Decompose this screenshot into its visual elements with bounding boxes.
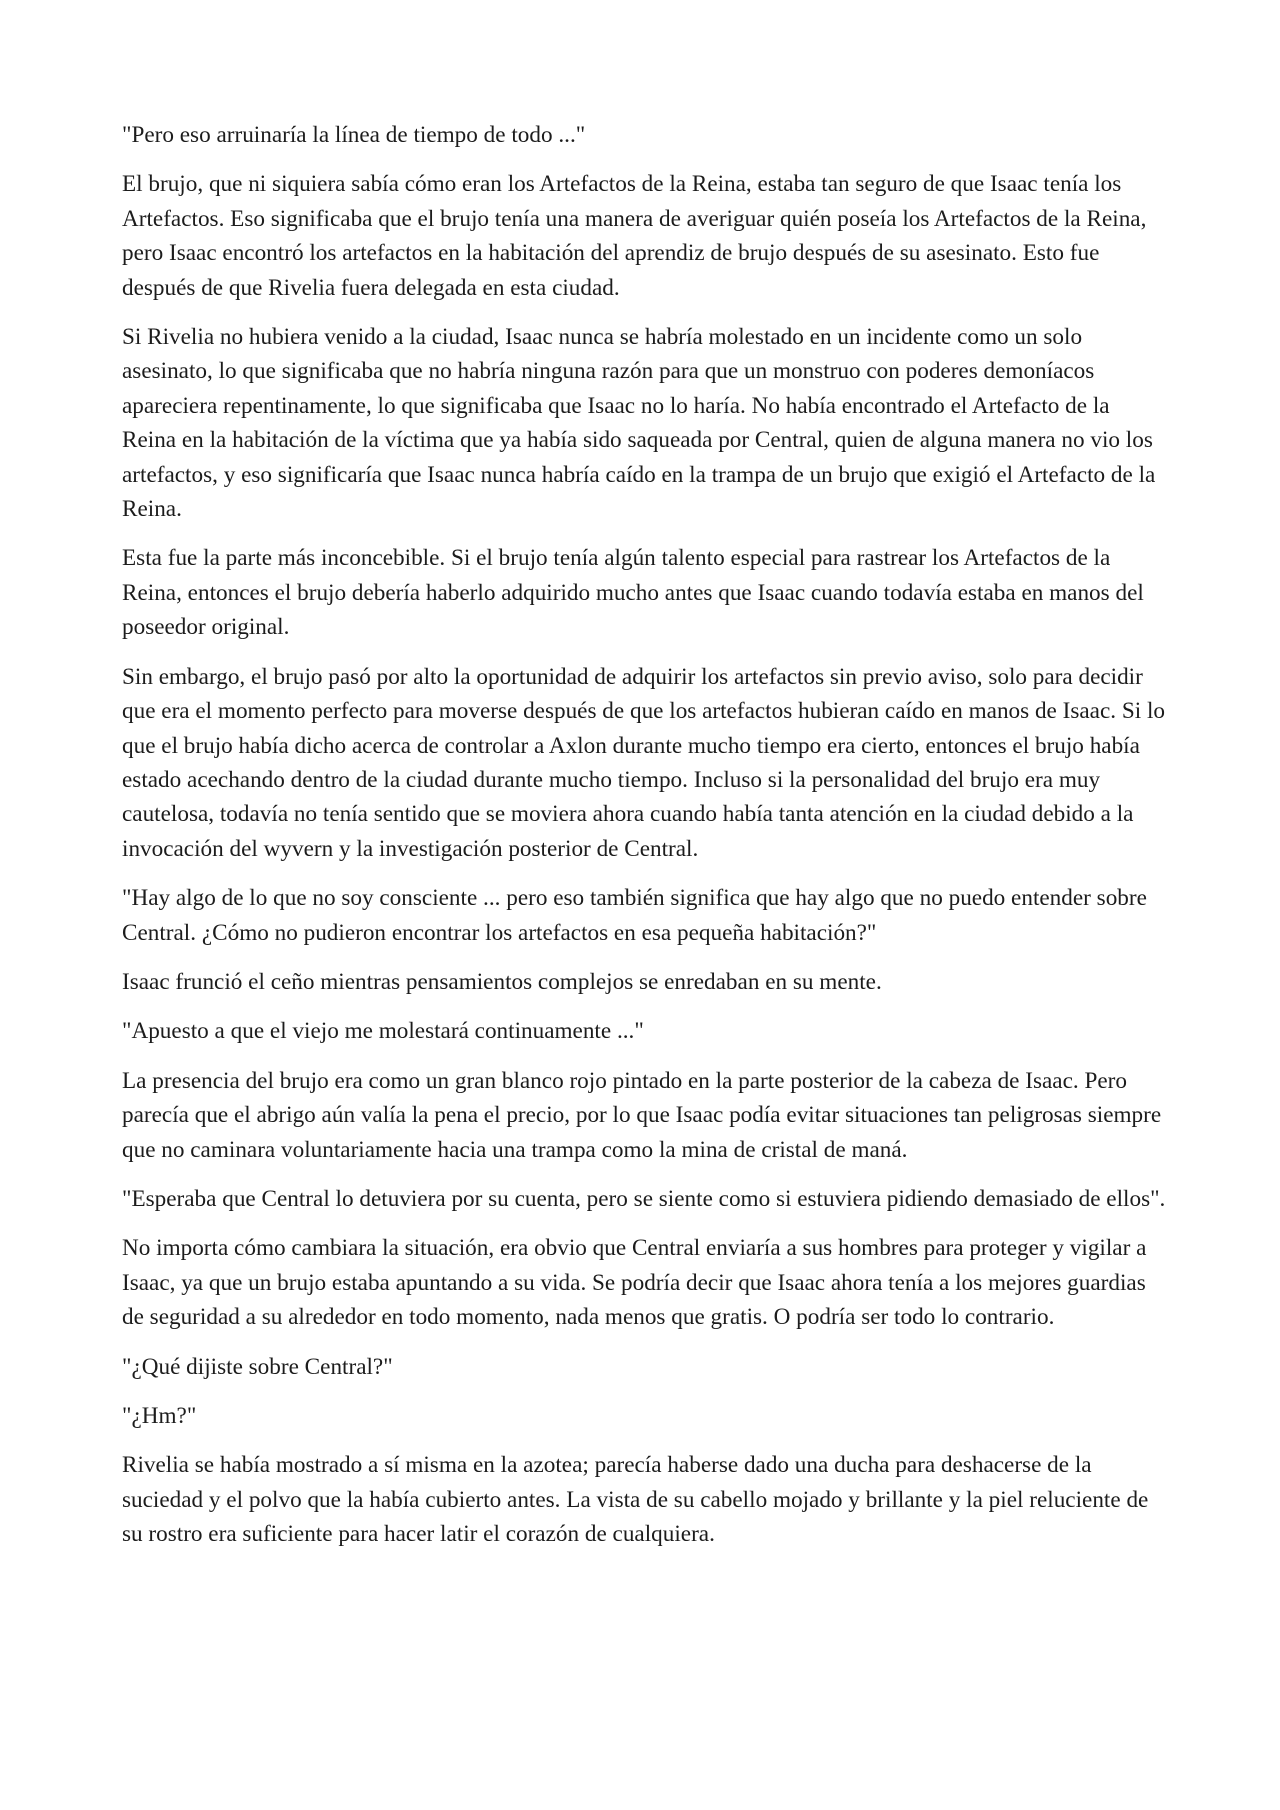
- paragraph: "Apuesto a que el viejo me molestará continuamente ...": [122, 1018, 644, 1045]
- paragraph: El brujo, que ni siquiera sabía cómo eran los Artefactos de la Reina, estaba tan seguro de que Isaac tenía los Artefactos. Eso significaba que el brujo tenía una manera de averiguar quién poseía los Artefactos de la Reina, pero Isaac encontró los artefactos en la habitación del aprendiz de brujo después de su asesinato. Esto fue después de que Rivelia fuera delegada en esta ciudad.: [122, 171, 1147, 301]
- paragraph: Isaac frunció el ceño mientras pensamientos complejos se enredaban en su mente.: [122, 968, 882, 995]
- paragraph: "¿Hm?": [122, 1403, 197, 1429]
- paragraph: La presencia del brujo era como un gran blanco rojo pintado en la parte posterior de la cabeza de Isaac. Pero parecía que el abrigo aún valía la pena el precio, por lo que Isaac podía evitar situaciones tan peligrosas siempre que no caminara voluntariamente hacia una trampa como la mina de cristal de maná.: [122, 1067, 1162, 1163]
- paragraph: Si Rivelia no hubiera venido a la ciudad, Isaac nunca se habría molestado en un incidente como un solo asesinato, lo que significaba que no habría ninguna razón para que un monstruo con poderes demoníacos apareciera repentinamente, lo que significaba que Isaac no lo haría. No había encontrado el Artefacto de la Reina en la habitación de la víctima que ya había sido saqueada por Central, quien de alguna manera no vio los artefactos, y eso significaría que Isaac nunca habría caído en la trampa de un brujo que exigió el Artefacto de la Reina.: [122, 324, 1156, 523]
- document-page: [122, 118, 1168, 1567]
- paragraph: Rivelia se había mostrado a sí misma en la azotea; parecía haberse dado una ducha para deshacerse de la suciedad y el polvo que la había cubierto antes. La vista de su cabello mojado y brillante y la piel reluciente de su rostro era suficiente para hacer latir el corazón de cualquiera.: [122, 1452, 1149, 1548]
- paragraph: Sin embargo, el brujo pasó por alto la oportunidad de adquirir los artefactos sin previo aviso, solo para decidir que era el momento perfecto para moverse después de que los artefactos hubieran caído en manos de Isaac. Si lo que el brujo había dicho acerca de controlar a Axlon durante mucho tiempo era cierto, entonces el brujo había estado acechando dentro de la ciudad durante mucho tiempo. Incluso si la personalidad del brujo era muy cautelosa, todavía no tenía sentido que se moviera ahora cuando había tanta atención en la ciudad debido a la invocación del wyvern y la investigación posterior de Central.: [122, 663, 1166, 862]
- paragraph: No importa cómo cambiara la situación, era obvio que Central enviaría a sus hombres para proteger y vigilar a Isaac, ya que un brujo estaba apuntando a su vida. Se podría decir que Isaac ahora tenía a los mejores guardias de seguridad a su alrededor en todo momento, nada menos que gratis. O podría ser todo lo contrario.: [122, 1235, 1147, 1331]
- paragraph: "Pero eso arruinaría la línea de tiempo de todo ...": [122, 122, 586, 148]
- paragraph: "Hay algo de lo que no soy consciente ... pero eso también significa que hay algo que no puedo entender sobre Central. ¿Cómo no pudieron encontrar los artefactos en esa pequeña habitación?": [122, 885, 1147, 946]
- paragraph: "Esperaba que Central lo detuviera por su cuenta, pero se siente como si estuviera pidiendo demasiado de ellos".: [122, 1185, 1166, 1212]
- paragraph: "¿Qué dijiste sobre Central?": [122, 1353, 393, 1380]
- paragraph: Esta fue la parte más inconcebible. Si el brujo tenía algún talento especial para rastrear los Artefactos de la Reina, entonces el brujo debería haberlo adquirido mucho antes que Isaac cuando todavía estaba en manos del poseedor original.: [122, 545, 1144, 641]
